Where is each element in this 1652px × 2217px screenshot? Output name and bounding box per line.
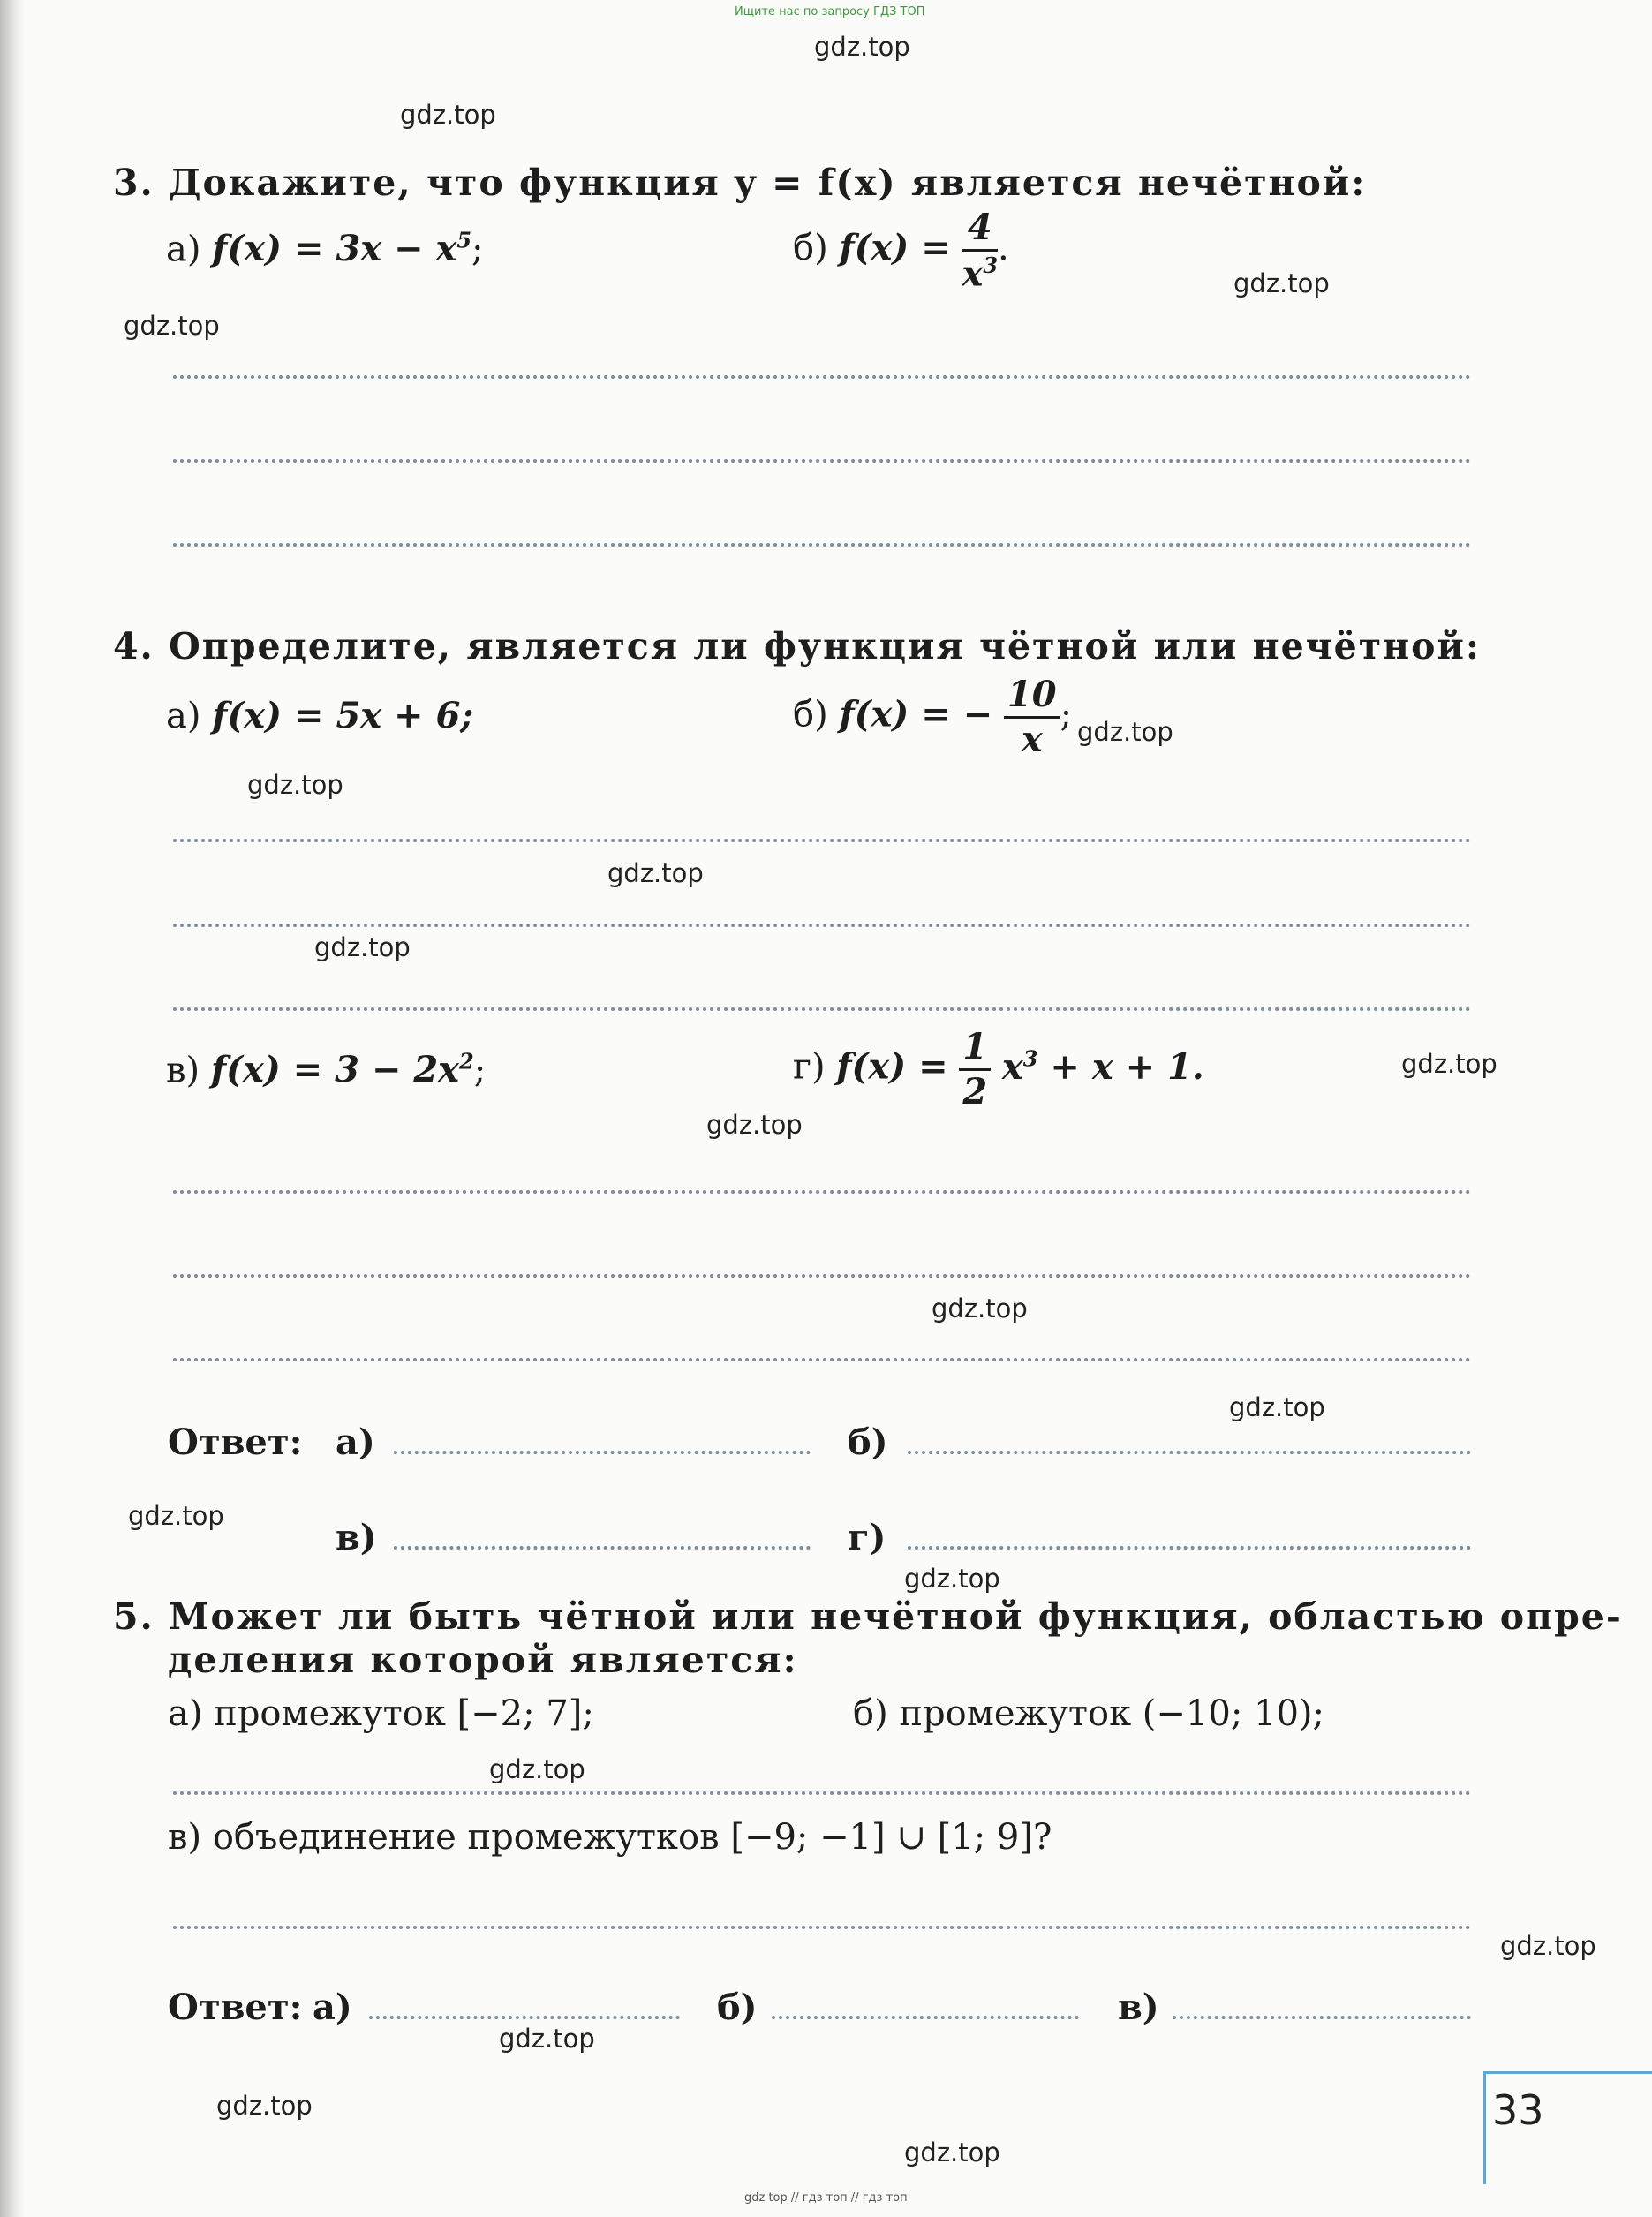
item-label: а) (166, 229, 201, 270)
watermark: gdz.top (1233, 268, 1330, 298)
item-label: б) (793, 694, 828, 735)
answer-letter: а) (313, 1987, 352, 2028)
q4-item-c: в) $f(x) = 3 - 2x^2$; (166, 1049, 487, 1091)
q4-item-a (166, 695, 473, 736)
q3-item-a: а) $f(x) = 3x - x^5$; (166, 228, 484, 270)
question-number: 4. (113, 625, 155, 667)
watermark: gdz.top (932, 1293, 1028, 1323)
answer-letter: г) (848, 1517, 886, 1558)
answer-line[interactable] (173, 375, 1471, 379)
watermark: gdz.top (247, 770, 343, 800)
q5-item-a: а) промежуток [−2; 7]; (168, 1693, 594, 1734)
footer-note: gdz top // гдз топ // гдз топ (744, 2191, 908, 2205)
answer-line[interactable] (173, 1791, 1471, 1795)
formula: $f(x) = 3 - 2x^2$ (210, 1049, 474, 1091)
formula-rhs: $x^3 + x + 1$. (1001, 1045, 1204, 1088)
item-label: в) (166, 1050, 200, 1091)
question-text: Определите, является ли функция чётной или нечётной: (169, 625, 1482, 667)
answer-line[interactable] (173, 543, 1471, 547)
answer-line[interactable] (173, 839, 1471, 842)
answer-letter: а) (336, 1421, 375, 1463)
item-label: а) (166, 696, 201, 736)
watermark: gdz.top (400, 100, 496, 130)
answer-letter: б) (717, 1987, 758, 2028)
watermark: gdz.top (1500, 1931, 1596, 1961)
answer-field-b[interactable] (908, 1451, 1471, 1454)
formula-lhs: f(x) = − (839, 693, 993, 735)
answer-line[interactable] (173, 1190, 1471, 1194)
answer-line[interactable] (173, 459, 1471, 463)
q3-item-b: б) f(x) = $\frac{4}{x^3}$ . (793, 207, 1009, 295)
question-5 (113, 1595, 1623, 1638)
watermark: gdz.top (1401, 1049, 1497, 1079)
formula: $f(x) = 3x - x^5$ (212, 228, 472, 270)
question-text-line2: деления которой является: (168, 1639, 798, 1681)
formula: f(x) = 5x + 6; (212, 695, 474, 736)
question-4 (113, 625, 1481, 667)
answer-line[interactable] (173, 1007, 1471, 1011)
answer-label: Ответ: (168, 1421, 303, 1463)
watermark: gdz.top (489, 1754, 585, 1784)
watermark: gdz.top (607, 858, 704, 888)
watermark: gdz.top (124, 311, 220, 341)
q4-item-b: б) f(x) = − $\frac{10}{x}$ ; (793, 674, 1073, 760)
watermark: gdz.top (904, 2138, 1000, 2168)
formula-lhs: f(x) = (839, 227, 951, 269)
header-note: Ищите нас по запросу ГДЗ ТОП (735, 5, 925, 19)
formula-lhs: f(x) = (836, 1045, 948, 1088)
watermark: gdz.top (314, 932, 411, 962)
q4-item-d (793, 1026, 1204, 1112)
item-label: б) (793, 228, 828, 269)
fraction: $\frac{4}{x^3}$ (962, 207, 999, 295)
watermark: gdz.top (814, 32, 910, 62)
answer-field-b[interactable] (772, 2016, 1079, 2019)
fraction: $\frac{1}{2}$ (959, 1029, 991, 1110)
watermark: gdz.top (1229, 1392, 1325, 1422)
answer-label: Ответ: (168, 1987, 303, 2028)
q5-item-c: в) объединение промежутков [−9; −1] ∪ [1; 9]? (168, 1817, 1052, 1858)
watermark: gdz.top (499, 2024, 595, 2054)
answer-field-d[interactable] (908, 1546, 1471, 1550)
question-number: 3. (113, 162, 155, 204)
answer-letter: в) (1118, 1987, 1159, 2028)
answer-line[interactable] (173, 1358, 1471, 1361)
q5-item-b: б) промежуток (−10; 10); (853, 1693, 1324, 1734)
watermark: gdz.top (904, 1564, 1000, 1594)
answer-field-c[interactable] (394, 1546, 811, 1550)
question-number: 5. (113, 1595, 155, 1638)
answer-letter: б) (848, 1421, 888, 1463)
answer-line[interactable] (173, 1274, 1471, 1278)
answer-field-a[interactable] (369, 2016, 680, 2019)
question-3 (113, 162, 1366, 204)
answer-field-c[interactable] (1173, 2016, 1471, 2019)
answer-field-a[interactable] (394, 1451, 811, 1454)
watermark: gdz.top (216, 2091, 313, 2121)
watermark: gdz.top (706, 1110, 803, 1140)
fraction: $\frac{10}{x}$ (1004, 677, 1060, 758)
page-shadow-edge (0, 0, 25, 2217)
answer-letter: в) (336, 1517, 377, 1558)
question-text: Докажите, что функция y = f(x) является нечётной: (169, 162, 1367, 204)
answer-line[interactable] (173, 924, 1471, 927)
page-number: 33 (1492, 2086, 1544, 2134)
item-label: г) (793, 1046, 826, 1088)
answer-line[interactable] (173, 1926, 1471, 1929)
question-text-line1: Может ли быть чётной или нечётной функция, областью опре- (169, 1595, 1623, 1638)
watermark: gdz.top (128, 1501, 224, 1531)
watermark: gdz.top (1077, 717, 1173, 747)
